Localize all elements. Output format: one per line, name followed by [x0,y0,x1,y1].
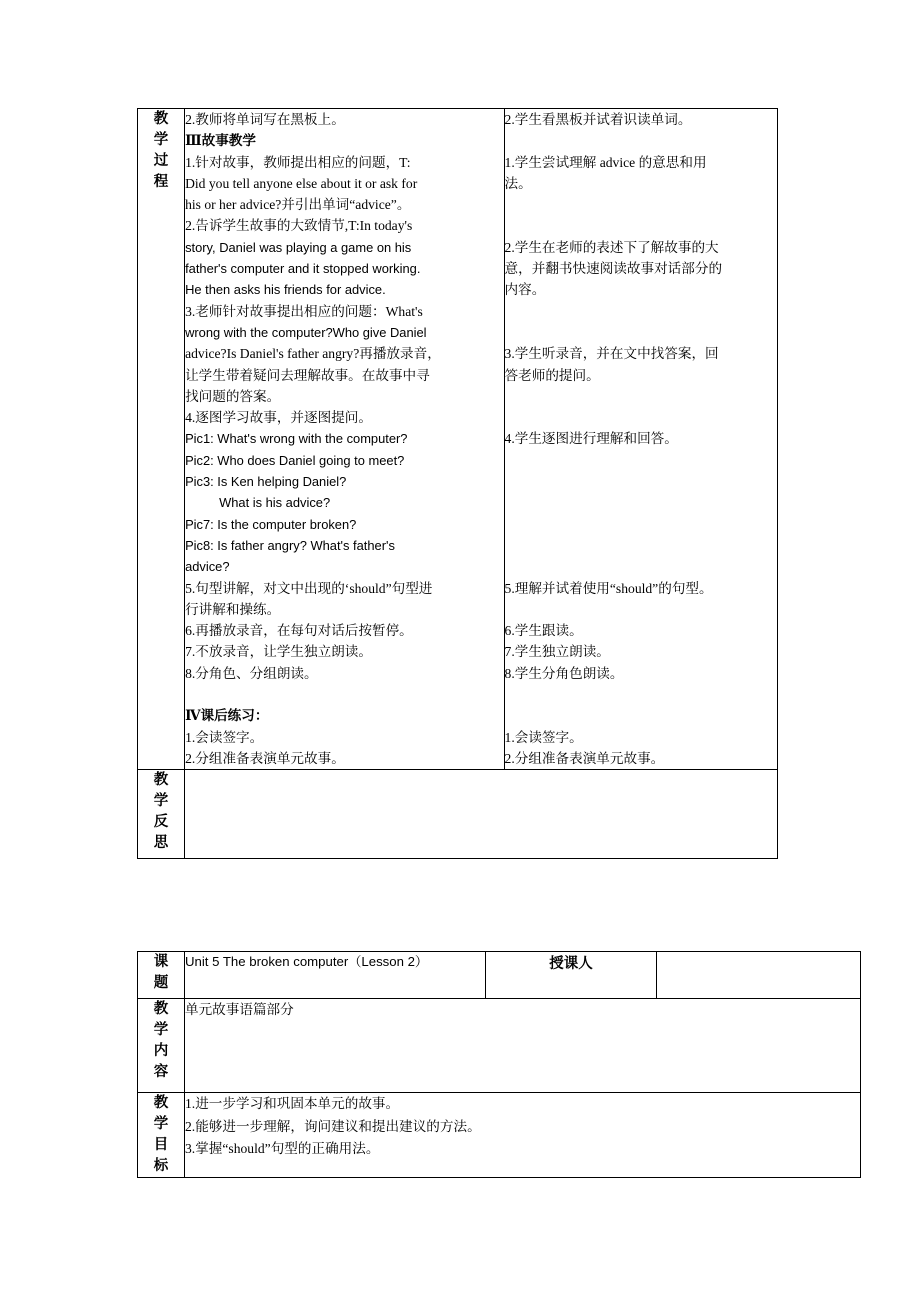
row-label-teaching-process [138,109,185,770]
teaching-process-table [137,108,778,859]
activity-line: What is his advice? [219,495,331,511]
teaching-goals-cell[interactable] [185,1093,861,1178]
student-spacer [505,684,777,705]
activity-line: 找问题的答案。 [185,388,281,404]
teaching-reflection-cell[interactable] [185,770,778,859]
teacher-label-cell [486,952,657,999]
student-spacer [505,301,777,322]
label-char: 目 [153,1137,169,1153]
student-line: 3.学生听录音，并在文中找答案，回 [504,346,719,362]
activity-line: story, Daniel was playing a game on his [185,239,412,255]
teaching-content-cell[interactable] [185,999,861,1093]
teaching-content-text: 单元故事语篇部分 [185,1002,294,1017]
activity-line: 1.会读签字。 [185,729,264,745]
student-line: 4.学生逐图进行理解和回答。 [504,431,678,447]
activity-line: Pic3: Is Ken helping Daniel? [185,474,347,490]
student-spacer [505,599,777,620]
student-line: 6.学生跟读。 [504,623,583,639]
label-char: 内 [153,1043,169,1059]
goal-item: 1.进一步学习和巩固本单元的故事。 [185,1096,400,1111]
activity-line: 2.教师将单词写在黑板上。 [185,112,345,127]
activity-line: 让学生带着疑问去理解故事。在故事中寻 [185,367,430,383]
student-spacer [505,322,777,343]
label-char: 思 [153,835,169,852]
activity-line: 2.分组准备表演单元故事。 [185,750,345,766]
label-char: 过 [153,153,169,169]
activity-line: 3.老师针对故事提出相应的问题：What's [185,303,423,319]
activity-line: 4.逐图学习故事，并逐图提问。 [185,410,372,426]
student-activity-cell [504,109,777,770]
row-label-topic [138,952,185,999]
label-char: 教 [153,1001,169,1017]
label-char: 学 [153,1022,169,1038]
activity-heading: Ⅲ故事教学 [185,133,256,149]
label-char: 学 [153,1116,169,1132]
label-char: 教 [153,1095,169,1111]
student-spacer [505,450,777,471]
label-char: 题 [153,975,169,991]
teacher-value-cell[interactable] [657,952,861,999]
student-spacer [505,471,777,492]
student-line: 1.会读签字。 [504,729,583,745]
activity-line: 7.不放录音，让学生独立朗读。 [185,644,372,660]
label-char: 程 [153,174,169,190]
table-row-teaching-process [138,109,778,770]
activity-line: 6.再播放录音，在每句对话后按暂停。 [185,623,413,639]
activity-line: He then asks his friends for advice. [185,282,386,298]
student-line: 2.学生在老师的表述下了解故事的大 [504,239,719,255]
student-spacer [505,556,777,577]
goal-item: 3.掌握“should”句型的正确用法。 [185,1141,380,1156]
student-line: 意，并翻书快速阅读故事对话部分的 [504,261,723,277]
table-row-goals [138,1093,861,1178]
activity-line: 2.告诉学生故事的大致情节,T:In today's [185,218,413,234]
student-spacer [505,130,777,151]
label-char: 学 [153,132,169,148]
activity-line: advice?Is Daniel's father angry?再播放录音， [185,346,441,362]
activity-line: 1.针对故事，教师提出相应的问题，T: [185,154,411,170]
activity-heading: Ⅳ课后练习： [185,708,269,724]
activity-line: advice? [185,559,230,575]
label-char: 学 [153,793,169,810]
teacher-activity-cell [185,109,504,770]
activity-line: 行讲解和操练。 [185,601,281,617]
student-spacer [505,215,777,236]
activity-line: Did you tell anyone else about it or ask for [185,175,418,191]
student-spacer [505,705,777,726]
student-line: 法。 [504,175,532,191]
activity-line: his or her advice?并引出单词“advice”。 [185,197,411,213]
label-char: 反 [153,814,169,831]
table-row-topic [138,952,861,999]
student-spacer [505,492,777,513]
activity-line: father's computer and it stopped working. [185,261,421,277]
student-line: 7.学生独立朗读。 [504,644,610,660]
student-spacer [505,535,777,556]
label-char: 标 [153,1158,169,1174]
label-char: 教 [153,772,169,789]
student-line: 5.理解并试着使用“should”的句型。 [504,580,713,596]
student-spacer [505,514,777,535]
student-line: 2.分组准备表演单元故事。 [504,750,665,766]
activity-line: wrong with the computer?Who give Daniel [185,324,427,340]
row-label-goals [138,1093,185,1178]
activity-spacer [185,684,503,705]
activity-line: 5.句型讲解，对文中出现的‘should”句型进 [185,580,433,596]
activity-line: Pic2: Who does Daniel going to meet? [185,452,405,468]
lesson-meta-table [137,951,861,1178]
student-line: 8.学生分角色朗读。 [504,665,624,681]
student-line: 答老师的提问。 [504,367,600,383]
goal-item: 2.能够进一步理解，询问建议和提出建议的方法。 [185,1118,481,1134]
table-row-content [138,999,861,1093]
activity-line: Pic8: Is father angry? What's father's [185,537,395,553]
row-label-teaching-reflection [138,770,185,859]
topic-title-text: Unit 5 The broken computer（Lesson 2） [185,954,429,969]
row-label-content [138,999,185,1093]
student-line: 2.学生看黑板并试着识读单词。 [504,112,692,127]
activity-line: Pic1: What's wrong with the computer? [185,431,408,447]
student-line: 内容。 [504,282,546,298]
student-spacer [505,386,777,407]
activity-line: 8.分角色、分组朗读。 [185,665,318,681]
student-line: 1.学生尝试理解 advice 的意思和用 [504,154,707,170]
label-char: 课 [153,954,169,970]
student-spacer [505,407,777,428]
teacher-label-text: 授课人 [549,956,593,972]
table-row-teaching-reflection [138,770,778,859]
label-char: 教 [153,111,169,127]
activity-line: Pic7: Is the computer broken? [185,516,357,532]
student-spacer [505,194,777,215]
topic-title-cell[interactable] [185,952,486,999]
label-char: 容 [153,1064,169,1080]
